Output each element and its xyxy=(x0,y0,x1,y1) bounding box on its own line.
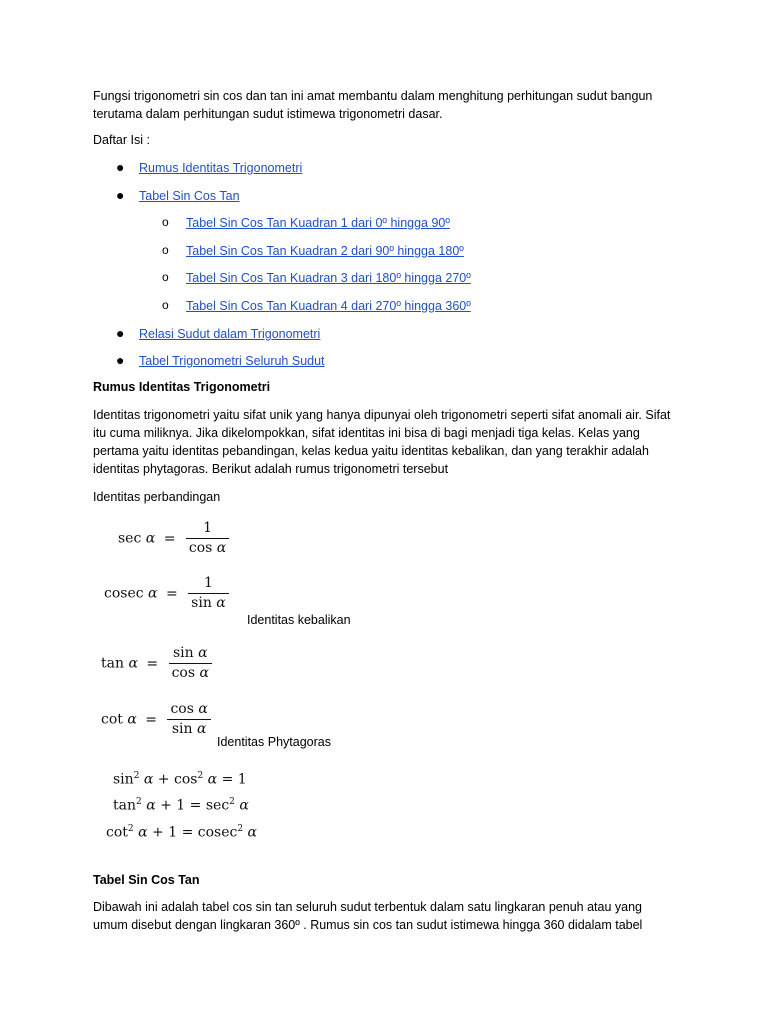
toc-link-tabel-sin-cos-tan[interactable]: Tabel Sin Cos Tan xyxy=(139,189,240,203)
toc-link-kuadran-4[interactable]: Tabel Sin Cos Tan Kuadran 4 dari 270º hingga 360º xyxy=(186,299,471,313)
formula-tan: tan α = $\frac{\text{sin α}}{\text{cos α}}$ xyxy=(101,644,212,683)
toc-link-kuadran-2[interactable]: Tabel Sin Cos Tan Kuadran 2 dari 90º hingga 180º xyxy=(186,244,464,258)
fraction: $\frac{1}{\text{sin α}}$ xyxy=(188,574,229,613)
toc-link-rumus-identitas[interactable]: Rumus Identitas Trigonometri xyxy=(139,161,303,175)
circle-bullet-icon: o xyxy=(162,298,169,312)
fraction: $\frac{1}{\text{cos α}}$ xyxy=(186,519,229,558)
bullet-icon: ● xyxy=(116,187,125,203)
toc-link-kuadran-3[interactable]: Tabel Sin Cos Tan Kuadran 3 dari 180º hingga 270º xyxy=(186,271,471,285)
circle-bullet-icon: o xyxy=(162,270,169,284)
formula-sec: sec α = $\frac{1}{\text{cos α}}$ xyxy=(118,519,229,558)
toc-item-kuadran-2 xyxy=(162,243,464,259)
section-heading-tabel-sin-cos-tan: Tabel Sin Cos Tan xyxy=(93,873,200,887)
section-heading-rumus-identitas: Rumus Identitas Trigonometri xyxy=(93,380,271,394)
label-identitas-perbandingan: Identitas perbandingan xyxy=(93,490,221,504)
formula-pythagoras-3: $\cot^2 \alpha + 1 = cosec^2$ α xyxy=(106,824,258,841)
bullet-icon: ● xyxy=(116,352,125,368)
circle-bullet-icon: o xyxy=(162,243,169,257)
formula-pythagoras-2: $\tan^2 \alpha + 1 = \sec^2 \alpha$ xyxy=(113,797,249,814)
toc-item-tabel-sin-cos-tan xyxy=(116,187,240,204)
formula-cosec: cosec α = $\frac{1}{\text{sin α}}$ xyxy=(104,574,229,613)
toc-item-tabel-seluruh-sudut xyxy=(116,352,325,369)
label-identitas-kebalikan: Identitas kebalikan xyxy=(247,613,351,627)
intro-paragraph: Fungsi trigonometri sin cos dan tan ini amat membantu dalam menghitung perhitungan sudut bangun terutama dalam perhitungan sudut istimewa trigonometri dasar. xyxy=(93,89,653,121)
section-body-tabel: Dibawah ini adalah tabel cos sin tan seluruh sudut terbentuk dalam satu lingkaran penuh atau yang umum disebut dengan lingkaran 360º . Rumus sin cos tan sudut istimewa hingga 360 didalam tabel xyxy=(93,900,643,932)
bullet-icon: ● xyxy=(116,159,125,175)
toc-title: Daftar Isi : xyxy=(93,133,150,147)
toc-item-kuadran-1 xyxy=(162,215,450,231)
toc-link-kuadran-1[interactable]: Tabel Sin Cos Tan Kuadran 1 dari 0º hingga 90º xyxy=(186,216,450,230)
toc-item-rumus-identitas xyxy=(116,159,303,176)
formula-pythagoras-1: $\sin^2 \alpha + \cos^2 \alpha = 1$ xyxy=(113,771,247,788)
toc-item-kuadran-4 xyxy=(162,298,471,314)
fraction: $\frac{\text{cos α}}{\text{sin α}}$ xyxy=(167,700,210,739)
circle-bullet-icon: o xyxy=(162,215,169,229)
toc-item-relasi-sudut xyxy=(116,325,321,342)
toc-item-kuadran-3 xyxy=(162,270,471,286)
formula-cot: cot α = $\frac{\text{cos α}}{\text{sin α}}$ xyxy=(101,700,211,739)
label-identitas-phytagoras: Identitas Phytagoras xyxy=(217,735,331,749)
toc-link-tabel-seluruh-sudut[interactable]: Tabel Trigonometri Seluruh Sudut xyxy=(139,354,325,368)
bullet-icon: ● xyxy=(116,325,125,341)
toc-link-relasi-sudut[interactable]: Relasi Sudut dalam Trigonometri xyxy=(139,327,321,341)
section-body-identitas: Identitas trigonometri yaitu sifat unik yang hanya dipunyai oleh trigonometri seperti sifat anomali air. Sifat itu cuma miliknya. Jika dikelompokkan, sifat identitas ini bisa di bagi menjadi tiga kelas. Kelas yang pertama yaitu identitas pebandingan, kelas kedua yaitu identitas kebalikan, dan yang terakhir adalah identitas phytagoras. Berikut adalah rumus trigonometri tersebut xyxy=(93,408,671,476)
fraction: $\frac{\text{sin α}}{\text{cos α}}$ xyxy=(169,644,212,683)
